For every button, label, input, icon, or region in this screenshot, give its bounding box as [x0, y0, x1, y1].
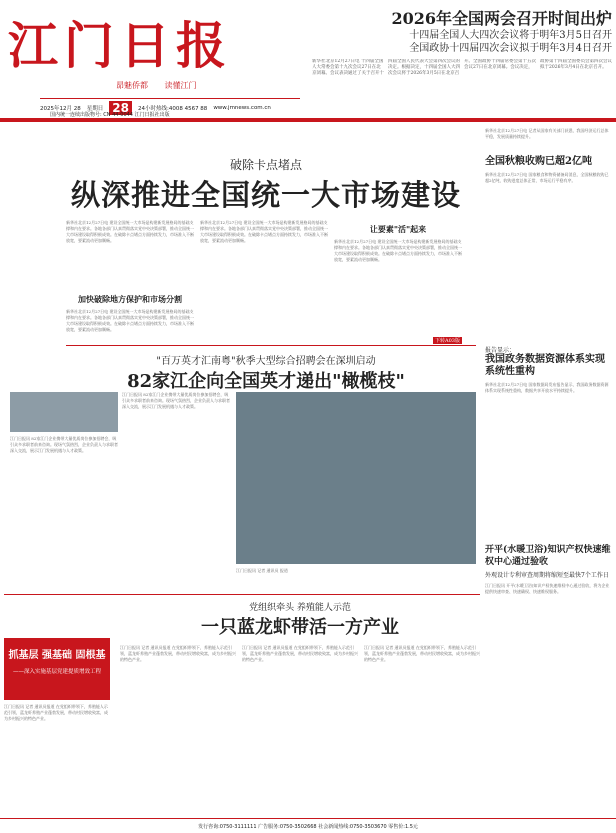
party-banner — [4, 638, 110, 700]
photo-small — [10, 392, 118, 432]
sidebar-grain[interactable] — [485, 156, 612, 342]
grain-text: 新华社北京12月27日电 国家粮食和物资储备局消息，全国秋粮收购已超2亿吨，收购进度总体正常，市场运行平稳有序。 — [485, 172, 609, 183]
ip-center-text: 江门日报讯 开平(水暖卫浴)知识产权快速维权中心通过验收，将为企业提供快速审查、快速确权、快速维权服务。 — [485, 583, 610, 594]
issue-date: 2025年12月 28 — [40, 105, 81, 112]
story1-text-4: 新华社北京12月27日电 建设全国统一大市场是构建新发展格局的基础支撑和内在要求。各地各部门认真贯彻落实党中央决策部署，推动全国统一大市场建设取得积极成效。在破除卡点堵点方面持续发力，市场准入不断放宽，要素流动更加顺畅。 — [334, 239, 462, 262]
report-label: 报告显示： — [485, 347, 516, 354]
slogan — [116, 80, 211, 91]
story3-text-3: 江门日报讯 记者 通讯员报道 在党组织带领下，养殖能人示范引领，蓝龙虾养殖产业蓬勃发展，带动村民增收致富，成为乡村振兴的特色产业。 — [364, 645, 480, 662]
gov-data-text: 新华社北京12月27日电 国家数据局发布报告显示，我国政务数据资源体系实现系统性重构，数据共享开放水平持续提升。 — [485, 382, 609, 393]
story2-text-2: 江门日报讯 82家江门企业携带大量优质岗位参加招聘会，吸引众多求职者前来咨询。现场气氛热烈，企业负责人与求职者深入交流，展示江门发展机遇与人才政策。 — [122, 392, 230, 409]
story1-kicker: 破除卡点堵点 — [229, 158, 302, 172]
gov-data-headline[interactable]: 我国政务数据资源体系实现系统性重构 — [485, 354, 605, 377]
issue-number: 28 — [109, 101, 132, 115]
section-divider-2 — [4, 594, 480, 595]
sidebar-ip-center[interactable] — [485, 544, 612, 773]
banner-title: 抓基层 强基础 固根基 — [8, 650, 106, 661]
story1-text: 新华社北京12月27日电 建设全国统一大市场是构建新发展格局的基础支撑和内在要求。各地各部门认真贯彻落实党中央决策部署，推动全国统一大市场建设取得积极成效。在破除卡点堵点方面持续发力，市场准入不断放宽，要素流动更加顺畅。 — [66, 220, 194, 243]
story3-kicker: 党组织牵头 养殖能人示范 — [249, 603, 351, 613]
story1-subhead1: 加快破除地方保护和市场分割 — [78, 294, 182, 304]
story-unified-market[interactable] — [66, 156, 466, 349]
photo-caption: 江门日报讯 记者 通讯员 报道 — [236, 568, 288, 573]
slogan-2: 读懂江门 — [164, 81, 197, 90]
story3-text-2: 江门日报讯 记者 通讯员报道 在党组织带领下，养殖能人示范引领，蓝龙虾养殖产业蓬勃发展，带动村民增收致富，成为乡村振兴的特色产业。 — [242, 645, 358, 662]
jump-link[interactable]: 下转A03版 — [435, 338, 460, 344]
ip-center-headline[interactable]: 开平(水暖卫浴)知识产权快速维权中心通过验收 — [485, 545, 611, 567]
photo-job-fair — [236, 392, 476, 564]
story3-text-left: 江门日报讯 记者 通讯员报道 在党组织带领下，养殖能人示范引领，蓝龙虾养殖产业蓬勃发展，带动村民增收致富，成为乡村振兴的特色产业。 — [4, 704, 108, 721]
story3-headline[interactable]: 一只蓝龙虾带活一方产业 — [201, 617, 399, 638]
top-story-sub2: 全国政协十四届四次会议拟于明年3月4日召开 — [409, 43, 612, 54]
top-story-sub1: 十四届全国人大四次会议将于明年3月5日召开 — [409, 30, 612, 41]
story2-kicker: "百万英才汇南粤"秋季大型综合招聘会在深圳启动 — [156, 356, 376, 367]
story-lobster[interactable] — [120, 600, 480, 825]
section-divider — [66, 345, 476, 346]
weekday: 星期日 — [86, 105, 104, 112]
hotline: 24小时热线:4008 4567 88 — [137, 105, 208, 112]
story2-headline[interactable]: 82家江企向全国英才递出"橄榄枝" — [127, 371, 405, 392]
newspaper-logo[interactable]: 江门日报 — [8, 16, 232, 75]
story1-text-3: 新华社北京12月27日电 建设全国统一大市场是构建新发展格局的基础支撑和内在要求。各地各部门认真贯彻落实党中央决策部署，推动全国统一大市场建设取得积极成效。在破除卡点堵点方面持续发力，市场准入不断放宽，要素流动更加顺畅。 — [200, 220, 328, 243]
sidebar-right-brief — [485, 122, 612, 156]
story1-headline[interactable]: 纵深推进全国统一大市场建设 — [70, 178, 461, 212]
slogan-1: 昴魅侨都 — [116, 81, 148, 90]
story-recruitment[interactable] — [66, 352, 466, 393]
grain-headline[interactable]: 全国秋粮收购已超2亿吨 — [485, 156, 592, 167]
ip-center-sub: 外观设计专利审查周期将缩短至最快7个工作日 — [485, 572, 609, 579]
story1-subhead2: 让要素"活"起来 — [369, 224, 427, 234]
right-brief-text: 新华社北京12月27日电 记者从国家有关部门获悉，我国经济运行总体平稳，发展质量持续提升。 — [485, 128, 609, 139]
website-link[interactable]: www.jmnews.com.cn — [213, 104, 271, 111]
story2-text: 江门日报讯 82家江门企业携带大量优质岗位参加招聘会，吸引众多求职者前来咨询。现场气氛热烈，企业负责人与求职者深入交流，展示江门发展机遇与人才政策。 — [10, 436, 118, 453]
banner-subtitle: ——深入实施基层党建提质增效工程 — [12, 669, 101, 675]
sidebar-gov-data[interactable] — [485, 345, 612, 522]
footer: 发行咨询:0750-3111111 广告服务:0750-3502668 社会新闻热线:0750-3503670 零售价:1.5元 — [0, 818, 616, 833]
top-story[interactable] — [312, 6, 612, 101]
top-story-title[interactable]: 2026年全国两会召开时间出炉 — [391, 9, 612, 28]
story1-text-2: 新华社北京12月27日电 建设全国统一大市场是构建新发展格局的基础支撑和内在要求。各地各部门认真贯彻落实党中央决策部署，推动全国统一大市场建设取得积极成效。在破除卡点堵点方面持续发力，市场准入不断放宽，要素流动更加顺畅。 — [66, 309, 194, 332]
distribution-info: 国内统一连续出版物号: CN 44-0044 江门日报社出版 — [50, 112, 170, 118]
story3-text: 江门日报讯 记者 通讯员报道 在党组织带领下，养殖能人示范引领，蓝龙虾养殖产业蓬勃发展，带动村民增收致富，成为乡村振兴的特色产业。 — [120, 645, 236, 662]
top-story-text: 新华社北京12月27日电 十四届全国人大常委会第十九次会议27日在北京闭幕。会议表决通过了关于召开十四届全国人民代表大会第四次会议的决定。根据决定，十四届全国人大四次会议将于2026年3月5日在北京召开。全国政协十四届常委会第十五次会议27日在北京闭幕。会议决定，政协第十四届全国委员会第四次会议拟于2026年3月4日在北京召开。 — [312, 59, 612, 76]
